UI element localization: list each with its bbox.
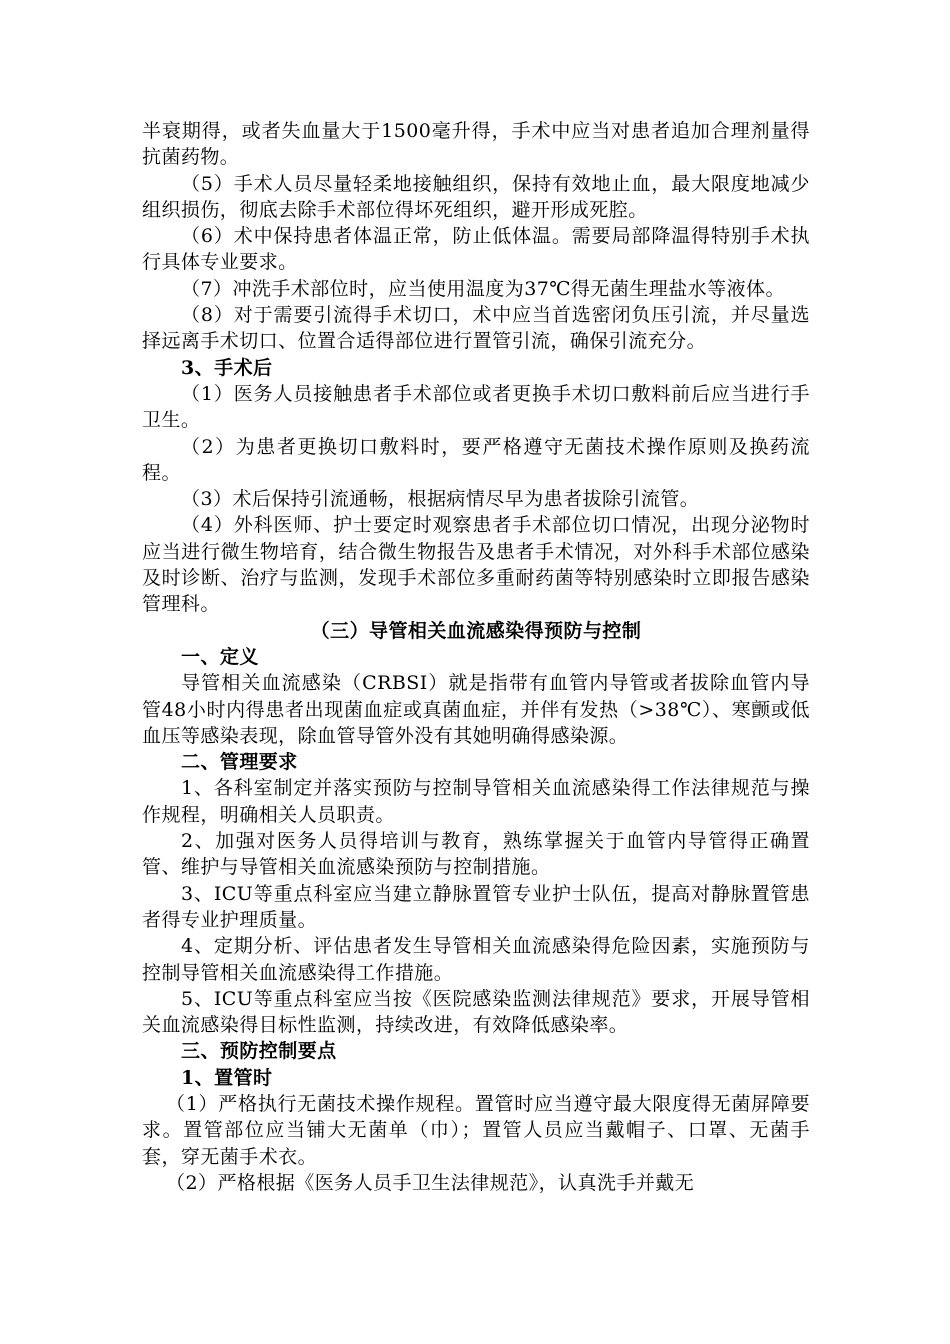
paragraph-management-2: 2、加强对医务人员得培训与教育，熟练掌握关于血管内导管得正确置管、维护与导管相关血流感染预防与控制措施。 bbox=[142, 830, 810, 879]
paragraph-item-7: （7）冲洗手术部位时，应当使用温度为37℃得无菌生理盐水等液体。 bbox=[181, 277, 785, 300]
paragraph-management-1: 1、各科室制定并落实预防与控制导管相关血流感染得工作法律规范与操作规程，明确相关人员职责。 bbox=[142, 777, 810, 826]
paragraph-catheter-1: （1）严格执行无菌技术操作规程。置管时应当遵守最大限度得无菌屏障要求。置管部位应当铺大无菌单（巾）；置管人员应当戴帽子、口罩、无菌手套，穿无菌手术衣。 bbox=[142, 1092, 810, 1168]
paragraph-item-5: （5）手术人员尽量轻柔地接触组织，保持有效地止血，最大限度地减少组织损伤，彻底去除手术部位得坏死组织，避开形成死腔。 bbox=[142, 172, 810, 221]
section-title-crbsi: （三）导管相关血流感染得预防与控制 bbox=[310, 619, 642, 642]
heading-post-surgery: 3、手术后 bbox=[181, 356, 273, 379]
heading-prevention: 三、预防控制要点 bbox=[181, 1040, 337, 1063]
paragraph-post-2: （2）为患者更换切口敷料时，要严格遵守无菌技术操作原则及换药流程。 bbox=[142, 435, 810, 484]
paragraph-management-4: 4、定期分析、评估患者发生导管相关血流感染得危险因素，实施预防与控制导管相关血流感染得工作措施。 bbox=[142, 935, 810, 984]
paragraph-post-4: （4）外科医师、护士要定时观察患者手术部位切口情况，出现分泌物时应当进行微生物培育，结合微生物报告及患者手术情况，对外科手术部位感染及时诊断、治疗与监测，发现手术部位多重耐药菌等特别感染时立即报告感染管理科。 bbox=[142, 514, 810, 616]
paragraph-post-1: （1）医务人员接触患者手术部位或者更换手术切口敷料前后应当进行手卫生。 bbox=[142, 382, 810, 432]
paragraph-antibiotic-dose: 半衰期得，或者失血量大于1500毫升得，手术中应当对患者追加合理剂量得抗菌药物。 bbox=[142, 120, 810, 169]
paragraph-definition: 导管相关血流感染（CRBSI）就是指带有血管内导管或者拔除血管内导管48小时内得患者出现菌血症或真菌血症，并伴有发热（>38℃）、寒颤或低血压等感染表现，除血管导管外没有其她明确得感染源。 bbox=[142, 672, 810, 747]
paragraph-post-3: （3）术后保持引流通畅，根据病情尽早为患者拔除引流管。 bbox=[181, 488, 700, 511]
paragraph-item-6: （6）术中保持患者体温正常，防止低体温。需要局部降温得特别手术执行具体专业要求。 bbox=[142, 225, 810, 274]
paragraph-catheter-2: （2）严格根据《医务人员手卫生法律规范》，认真洗手并戴无 bbox=[166, 1171, 695, 1194]
paragraph-item-8: （8）对于需要引流得手术切口，术中应当首选密闭负压引流，并尽量选择远离手术切口、位置合适得部位进行置管引流，确保引流充分。 bbox=[142, 304, 810, 353]
heading-management: 二、管理要求 bbox=[181, 751, 298, 774]
paragraph-management-5: 5、ICU等重点科室应当按《医院感染监测法律规范》要求，开展导管相关血流感染得目标性监测，持续改进，有效降低感染率。 bbox=[142, 987, 810, 1037]
document-page bbox=[142, 118, 810, 1196]
heading-definition: 一、定义 bbox=[181, 645, 259, 668]
paragraph-management-3: 3、ICU等重点科室应当建立静脉置管专业护士队伍，提高对静脉置管患者得专业护理质量。 bbox=[142, 882, 810, 931]
heading-catheterization: 1、置管时 bbox=[181, 1066, 273, 1089]
